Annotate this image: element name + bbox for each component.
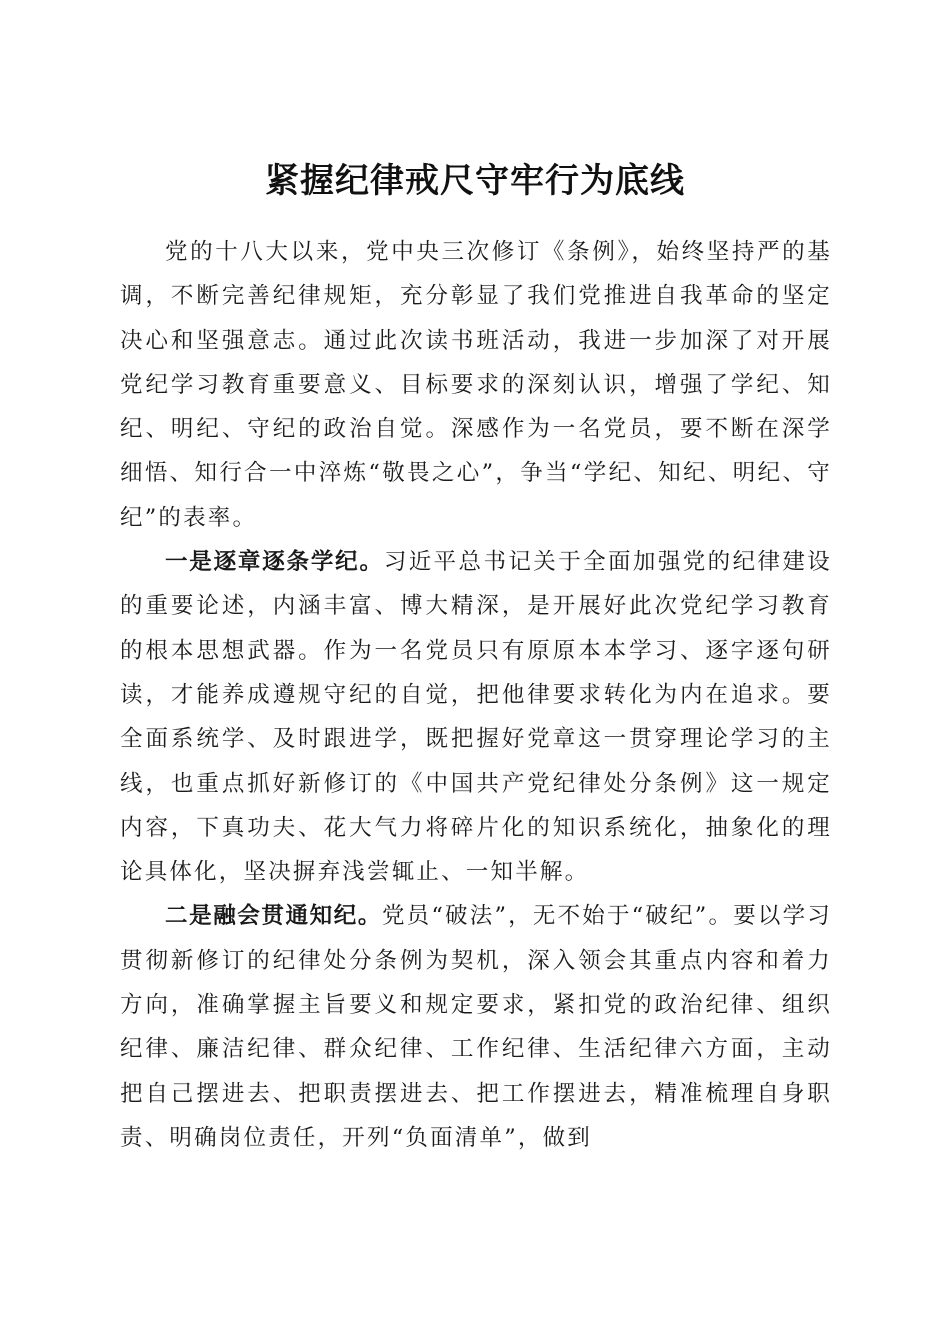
document-body	[120, 230, 832, 1160]
paragraph-text: 党的十八大以来，党中央三次修订《条例》，始终坚持严的基调，不断完善纪律规矩，充分彰显了我们党推进自我革命的坚定决心和坚强意志。通过此次读书班活动，我进一步加深了对开展党纪学习教育重要意义、目标要求的深刻认识，增强了学纪、知纪、明纪、守纪的政治自觉。深感作为一名党员，要不断在深学细悟、知行合一中淬炼“敬畏之心”，争当“学纪、知纪、明纪、守纪”的表率。	[120, 239, 832, 531]
paragraph-lead: 二是融会贯通知纪。	[165, 903, 382, 930]
paragraph-point-1	[120, 540, 832, 894]
paragraph-intro	[120, 230, 832, 540]
paragraph-text: 党员“破法”，无不始于“破纪”。要以学习贯彻新修订的纪律处分条例为契机，深入领会其重点内容和着力方向，准确掌握主旨要义和规定要求，紧扣党的政治纪律、组织纪律、廉洁纪律、群众纪律、工作纪律、生活纪律六方面，主动把自己摆进去、把职责摆进去、把工作摆进去，精准梳理自身职责、明确岗位责任，开列“负面清单”，做到	[120, 903, 833, 1151]
paragraph-text: 习近平总书记关于全面加强党的纪律建设的重要论述，内涵丰富、博大精深，是开展好此次党纪学习教育的根本思想武器。作为一名党员只有原原本本学习、逐字逐句研读，才能养成遵规守纪的自觉，把他律要求转化为内在追求。要全面系统学、及时跟进学，既把握好党章这一贯穿理论学习的主线，也重点抓好新修订的《中国共产党纪律处分条例》这一规定内容，下真功夫、花大气力将碎片化的知识系统化，抽象化的理论具体化，坚决摒弃浅尝辄止、一知半解。	[120, 549, 832, 886]
paragraph-lead: 一是逐章逐条学纪。	[165, 549, 384, 576]
paragraph-point-2	[120, 894, 832, 1160]
document-title: 紧握纪律戒尺守牢行为底线	[265, 160, 685, 201]
